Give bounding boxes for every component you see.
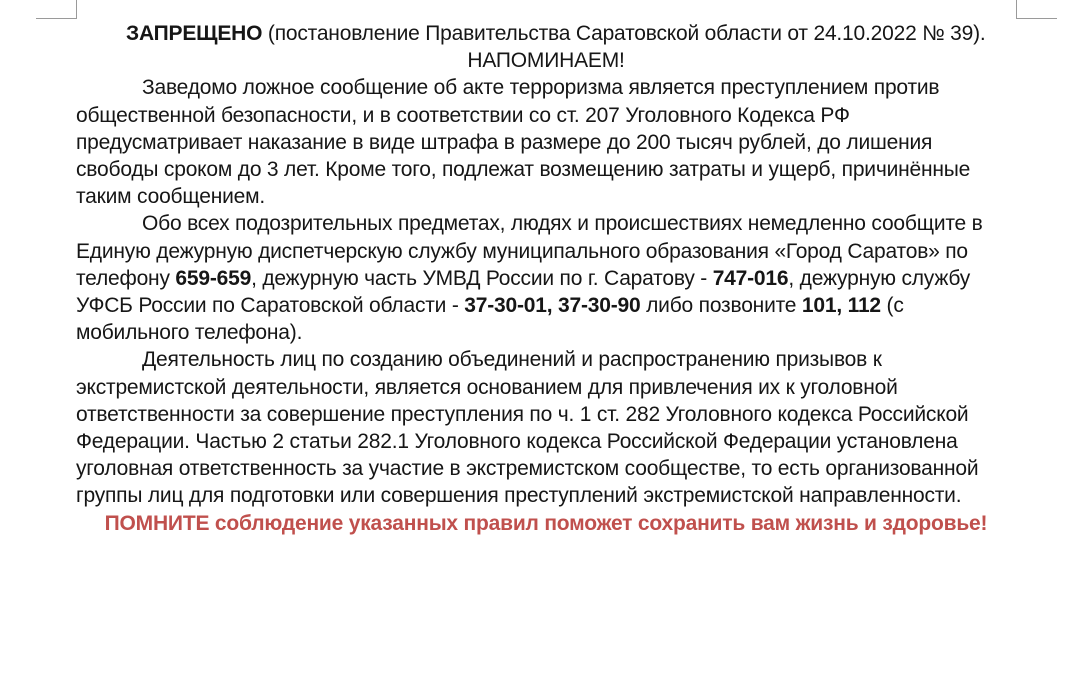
contacts-text-4: либо позвоните (640, 294, 802, 318)
reminder-heading: НАПОМИНАЕМ! (467, 49, 625, 73)
contacts-text-1: Обо всех подозрительных предметах, людях и происшествиях немедленно сообщите в Единую дежурную диспетчерскую службу муниципального образования «Город Саратов» по телефону (76, 212, 983, 290)
footer-warning: ПОМНИТЕ соблюдение указанных правил поможет сохранить вам жизнь и здоровье! (104, 511, 988, 535)
contacts-text-2: , дежурную часть УМВД России по г. Саратову - (251, 266, 713, 290)
decree-period: . (979, 22, 986, 45)
contacts-text-3: , дежурную службу УФСБ России по Саратовской области - (76, 266, 971, 318)
phone-emergency: 101, 112 (801, 294, 881, 318)
phone-edds: 659-659 (175, 266, 252, 290)
decree-reference: (постановление Правительства Саратовской области от 24.10.2022 № 39) (267, 22, 980, 45)
extremism-paragraph: Деятельность лиц по созданию объединений и распространению призывов к экстремистской деятельности, является основанием для привлечения их к уголовной ответственности за совершение преступления по ч. 1 ст. 282 Уголовного кодекса Российской Федерации. Частью 2 статьи 282.1 Уголовного кодекса Российской Федерации установлена уголовная ответственность за участие в экстремистском сообществе, то есть организованной группы лиц для подготовки или совершения преступлений экстремистской направленности. (76, 348, 979, 508)
prohibition-paragraph (76, 20, 1016, 47)
page-corner-mark-right (1016, 0, 1057, 19)
terror-paragraph: Заведомо ложное сообщение об акте терроризма является преступлением против общественной безопасности, и в соответствии со ст. 207 Уголовного Кодекса РФ предусматривает наказание в виде штрафа в размере до 200 тысяч рублей, до лишения свободы сроком до 3 лет. Кроме того, подлежат возмещению затраты и ущерб, причинённые таким сообщением. (76, 76, 971, 209)
document-body (76, 20, 1016, 537)
phone-umvd: 747-016 (712, 266, 789, 290)
contacts-text-5: (с мобильного телефона). (76, 294, 904, 345)
page-corner-mark-left (36, 0, 77, 19)
prohibited-word: ЗАПРЕЩЕНО (126, 22, 263, 45)
contacts-paragraph (76, 210, 1016, 346)
phone-ufsb: 37-30-01, 37-30-90 (464, 294, 641, 318)
